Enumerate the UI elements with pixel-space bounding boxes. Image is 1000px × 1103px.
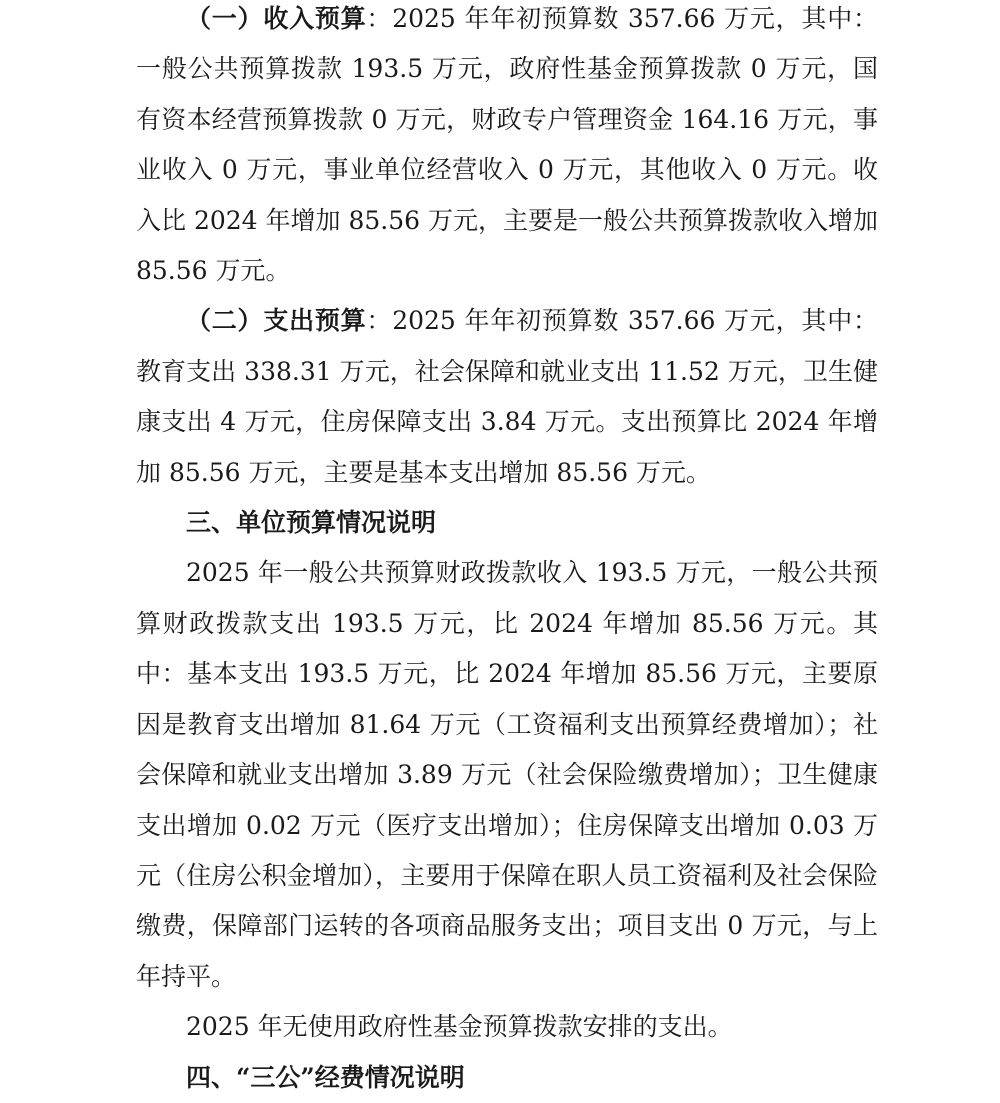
government-fund-paragraph: 2025 年无使用政府性基金预算拨款安排的支出。	[186, 1012, 733, 1042]
expense-budget-paragraph	[136, 296, 878, 498]
section-four-heading: 四、“三公”经费情况说明	[186, 1062, 465, 1092]
income-budget-paragraph	[136, 0, 878, 296]
document-page	[136, 0, 878, 1103]
section-three-heading: 三、单位预算情况说明	[186, 508, 437, 538]
expense-budget-label: （二）支出预算	[186, 306, 367, 336]
expense-budget-text: ：2025 年年初预算数 357.66 万元，其中：教育支出 338.31 万元，社会保障和就业支出 11.52 万元，卫生健康支出 4 万元，住房保障支出 3.84 万元。支出预算比 2024 年增加 85.56 万元，主要是基本支出增加 85.56 万元。	[136, 306, 878, 487]
income-budget-text: ：2025 年年初预算数 357.66 万元，其中：一般公共预算拨款 193.5 万元，政府性基金预算拨款 0 万元，国有资本经营预算拨款 0 万元，财政专户管理资金 164.16 万元，事业收入 0 万元，事业单位经营收入 0 万元，其他收入 0 万元。收入比 2024 年增加 85.56 万元，主要是一般公共预算拨款收入增加 85.56 万元。	[136, 4, 878, 286]
income-budget-label: （一）收入预算	[186, 4, 367, 33]
unit-budget-paragraph: 2025 年一般公共预算财政拨款收入 193.5 万元，一般公共预算财政拨款支出 193.5 万元，比 2024 年增加 85.56 万元。其中：基本支出 193.5 万元，比 2024 年增加 85.56 万元，主要原因是教育支出增加 81.64 万元（工资福利支出预算经费增加）；社会保障和就业支出增加 3.89 万元（社会保险缴费增加）；卫生健康支出增加 0.02 万元（医疗支出增加）；住房保障支出增加 0.03 万元（住房公积金增加），主要用于保障在职人员工资福利及社会保险缴费，保障部门运转的各项商品服务支出；项目支出 0 万元，与上年持平。	[136, 558, 878, 991]
